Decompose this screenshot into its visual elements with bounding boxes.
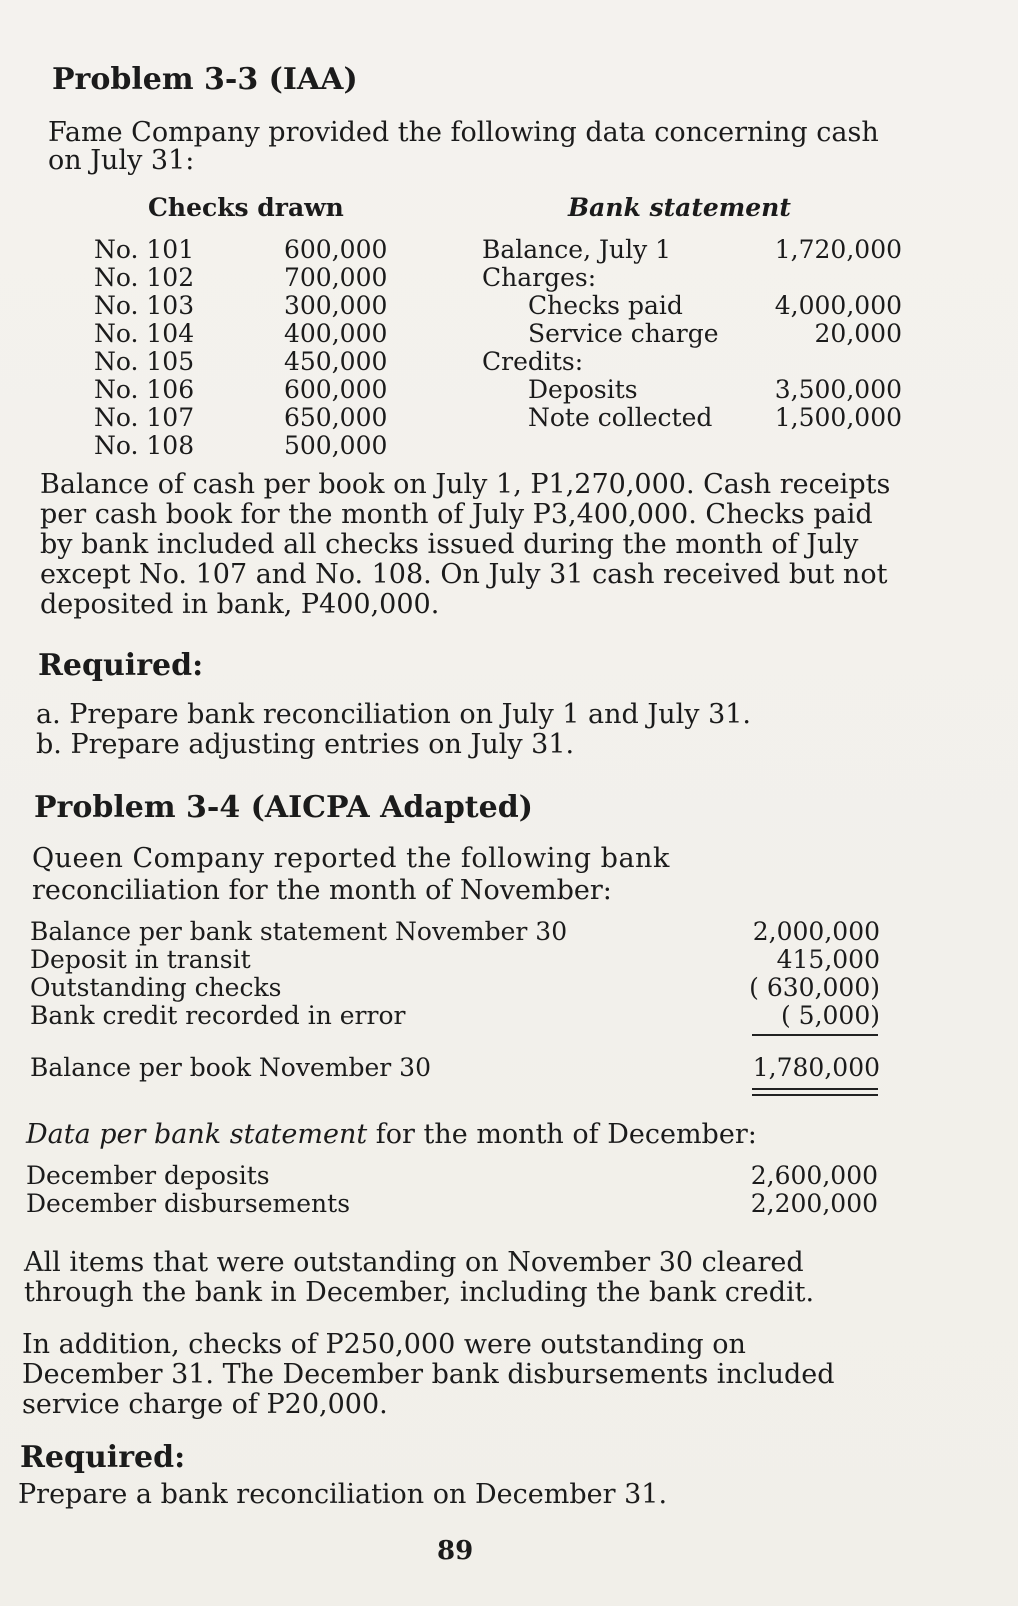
checks-drawn-header: Checks drawn (148, 193, 344, 222)
double-rule-top (752, 1088, 878, 1090)
problem-3-4-paragraph-1: All items that were outstanding on November 30 cleared through the bank in December, including the bank credit. (24, 1247, 815, 1308)
problem-3-3-required-label: Required: (38, 648, 204, 683)
problem-3-3-intro-line-2: on July 31: (48, 145, 195, 176)
problem-3-3-required-a: a. Prepare bank reconciliation on July 1 and July 31. (36, 699, 752, 730)
bank-row: Credits: (482, 347, 584, 376)
problem-3-4-required-text: Prepare a bank reconciliation on December 31. (18, 1479, 668, 1510)
check-row: No. 108 500,000 (94, 431, 388, 460)
bank-row: Note collected 1,500,000 (528, 403, 902, 432)
page-number: 89 (437, 1536, 474, 1566)
bank-row: Checks paid 4,000,000 (528, 291, 902, 320)
book-balance-row: Balance per book November 30 1,780,000 (30, 1053, 880, 1082)
check-row: No. 106 600,000 (94, 375, 388, 404)
check-row: No. 107 650,000 (94, 403, 388, 432)
recon-row: Bank credit recorded in error ( 5,000) (30, 1001, 880, 1030)
december-data (26, 1162, 878, 1218)
check-row: No. 105 450,000 (94, 347, 388, 376)
problem-3-3-required-b: b. Prepare adjusting entries on July 31. (36, 729, 575, 760)
december-row: December deposits 2,600,000 (26, 1161, 878, 1190)
recon-row: Outstanding checks ( 630,000) (30, 973, 880, 1002)
checks-list (94, 236, 387, 460)
problem-3-4-intro-line-1: Queen Company reported the following bank (32, 843, 670, 874)
subtotal-rule (752, 1034, 878, 1036)
check-row: No. 101 600,000 (94, 235, 388, 264)
bank-statement-header: Bank statement (568, 193, 791, 222)
check-row: No. 102 700,000 (94, 263, 388, 292)
november-reconciliation (30, 918, 880, 1030)
problem-3-4-paragraph-2: In addition, checks of P250,000 were outstanding on December 31. The December bank disbursements included service charge of P20,000. (22, 1329, 835, 1420)
bank-row: Balance, July 1 1,720,000 (482, 235, 902, 264)
double-rule-bottom (752, 1094, 878, 1096)
problem-3-4-intro-line-2: reconciliation for the month of November: (32, 875, 612, 906)
bank-statement-list (482, 236, 902, 432)
problem-3-4-required-label: Required: (20, 1440, 186, 1475)
bank-row: Service charge 20,000 (528, 319, 902, 348)
recon-row: Balance per bank statement November 30 2,000,000 (30, 917, 880, 946)
check-row: No. 103 300,000 (94, 291, 388, 320)
bank-row: Deposits 3,500,000 (528, 375, 902, 404)
recon-row: Deposit in transit 415,000 (30, 945, 880, 974)
december-row: December disbursements 2,200,000 (26, 1189, 878, 1218)
problem-3-3-intro-line-1: Fame Company provided the following data concerning cash (48, 117, 879, 148)
problem-3-3-title: Problem 3-3 (IAA) (52, 62, 358, 97)
bank-row: Charges: (482, 263, 597, 292)
problem-3-3-paragraph: Balance of cash per book on July 1, P1,270,000. Cash receipts per cash book for the month of July P3,400,000. Checks paid by bank included all checks issued during the month of July except No. 107 and No. 108. On July 31 cash received but not deposited in bank, P400,000. (40, 469, 891, 620)
december-data-heading: Data per bank statement for the month of December: (26, 1119, 757, 1150)
problem-3-4-title: Problem 3-4 (AICPA Adapted) (34, 790, 533, 825)
check-row: No. 104 400,000 (94, 319, 388, 348)
